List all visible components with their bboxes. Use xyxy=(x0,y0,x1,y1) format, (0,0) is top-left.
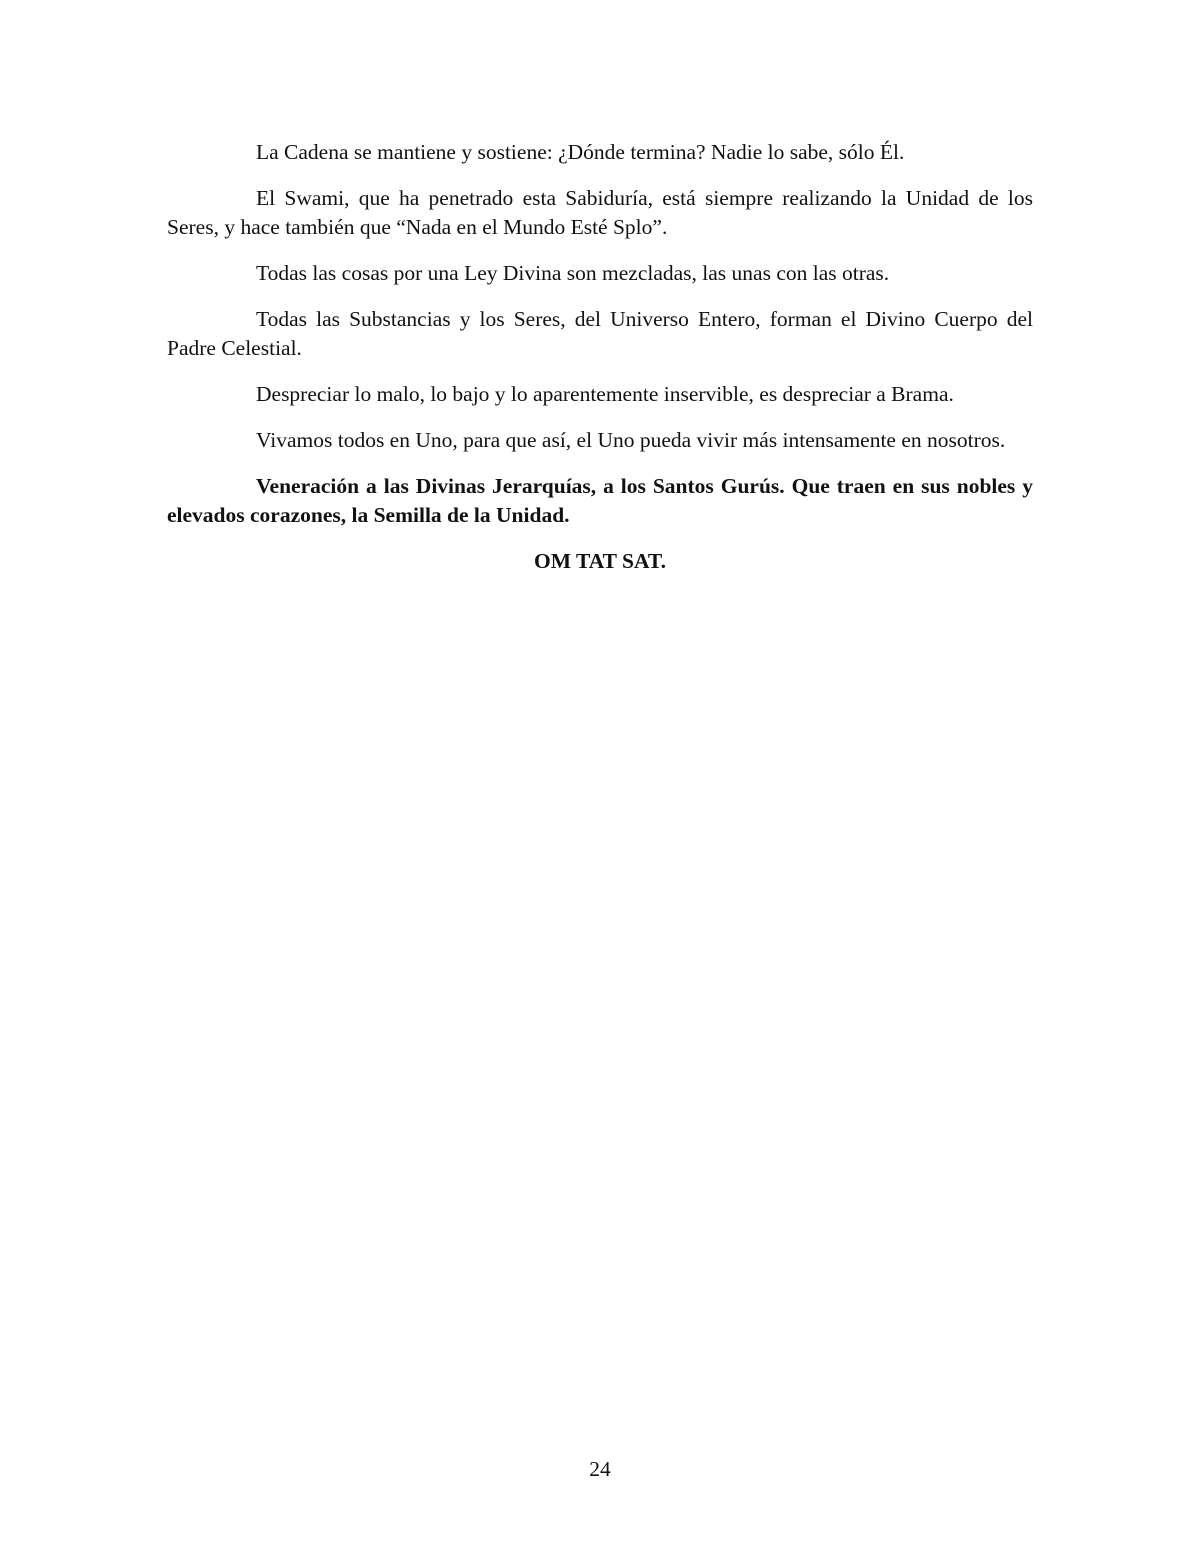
paragraph: Todas las cosas por una Ley Divina son mezcladas, las unas con las otras. xyxy=(256,261,890,285)
page-body xyxy=(167,138,1033,576)
paragraph: El Swami, que ha penetrado esta Sabiduría, está siempre realizando la Unidad de los Seres, y hace también que “Nada en el Mundo Esté Splo”. xyxy=(167,186,1033,239)
closing-invocation: OM TAT SAT. xyxy=(533,549,666,573)
paragraph: Vivamos todos en Uno, para que así, el Uno pueda vivir más intensamente en nosotros. xyxy=(256,428,1006,452)
bold-paragraph: Veneración a las Divinas Jerarquías, a los Santos Gurús. Que traen en sus nobles y elevados corazones, la Semilla de la Unidad. xyxy=(167,474,1033,527)
paragraph: La Cadena se mantiene y sostiene: ¿Dónde termina? Nadie lo sabe, sólo Él. xyxy=(256,140,905,164)
page-number: 24 xyxy=(589,1457,611,1481)
paragraph: Todas las Substancias y los Seres, del Universo Entero, forman el Divino Cuerpo del Padre Celestial. xyxy=(167,307,1033,360)
paragraph: Despreciar lo malo, lo bajo y lo aparentemente inservible, es despreciar a Brama. xyxy=(256,382,954,406)
